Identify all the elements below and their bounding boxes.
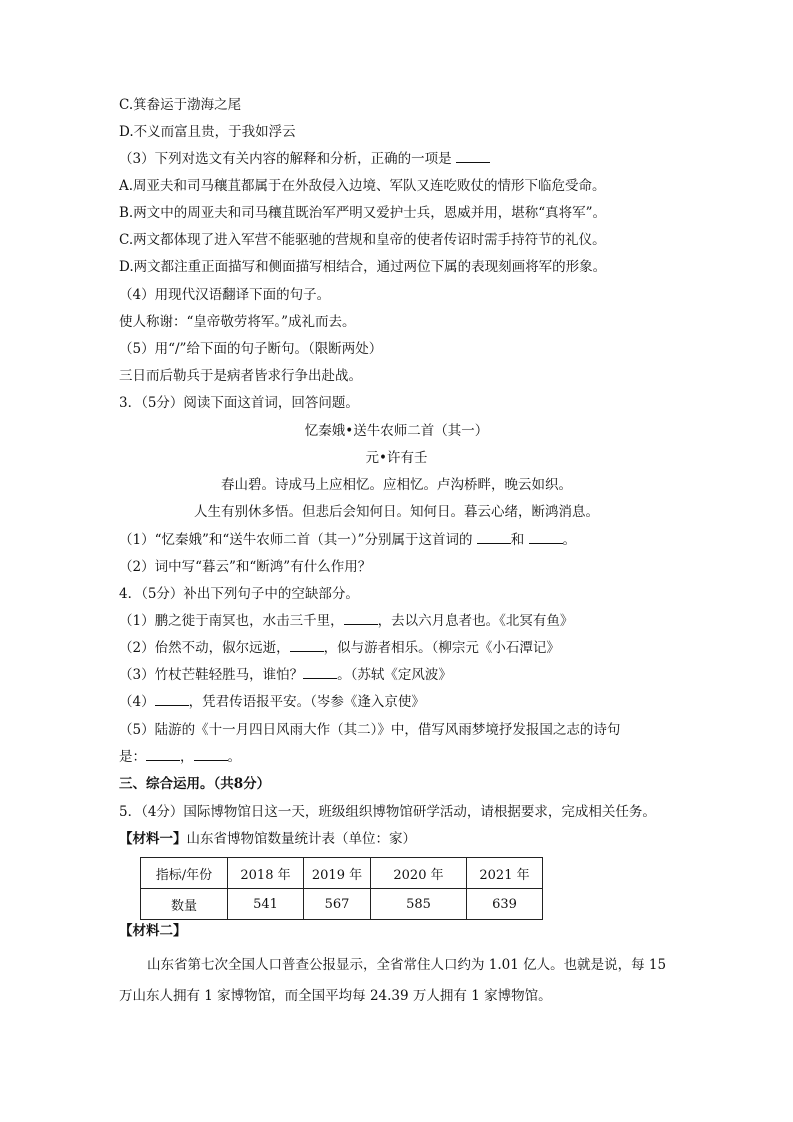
answer-blank xyxy=(456,150,490,163)
material-1-label: 【材料一】 xyxy=(119,831,187,847)
question-5-heading: 5．（4分）国际博物馆日这一天，班级组织博物馆研学活动，请根据要求，完成相关任务。 xyxy=(119,804,656,820)
question-text: 。（苏轼《定风波》 xyxy=(337,667,452,683)
museum-count-table xyxy=(140,857,543,920)
choice-c: C.两文都体现了进入军营不能驱驰的营规和皇帝的使者传诏时需手持符节的礼仪。 xyxy=(119,232,606,248)
question-text: （4） xyxy=(119,694,155,710)
table-row xyxy=(141,889,543,920)
answer-blank xyxy=(344,612,378,625)
table-cell: 2019 年 xyxy=(304,858,371,889)
fill-blank-3 xyxy=(119,666,452,684)
fill-blank-5: （5）陆游的《十一月四日风雨大作（其二）》中，借写风雨梦境抒发报国之志的诗句 xyxy=(119,722,621,738)
material-1-caption xyxy=(119,830,416,848)
choice-a: A.周亚夫和司马穰苴都属于在外敌侵入边境、军队又连吃败仗的情形下临危受命。 xyxy=(119,178,606,194)
section-3-heading: 三、综合运用。（共8分） xyxy=(119,776,271,792)
table-header-row xyxy=(141,858,543,889)
table-cell: 2018 年 xyxy=(228,858,304,889)
question-3-heading: 3．（5分）阅读下面这首词，回答问题。 xyxy=(119,395,359,411)
table-cell: 指标/年份 xyxy=(141,858,228,889)
question-3-4: （4）用现代汉语翻译下面的句子。 xyxy=(119,287,331,303)
choice-d: D.两文都注重正面描写和侧面描写相结合，通过两位下属的表现刻画将军的形象。 xyxy=(119,259,607,275)
question-text: 。 xyxy=(562,532,577,548)
table-cell: 541 xyxy=(228,889,304,920)
table-cell: 数量 xyxy=(141,889,228,920)
question-text: ，凭君传语报平安。（岑参《逢入京使》 xyxy=(188,694,425,710)
poem-question-1 xyxy=(119,531,576,549)
table-cell: 2021 年 xyxy=(467,858,543,889)
answer-blank xyxy=(477,531,511,544)
table-cell: 585 xyxy=(371,889,467,920)
fill-blank-2 xyxy=(119,639,560,657)
question-text: 和 xyxy=(510,532,525,548)
answer-blank xyxy=(194,748,228,761)
translate-sentence: 使人称谢：“皇帝敬劳将军。”成礼而去。 xyxy=(119,314,356,330)
punctuate-sentence: 三日而后勒兵于是病者皆求行争出赴战。 xyxy=(119,368,362,384)
material-2-paragraph-line-1: 山东省第七次全国人口普查公报显示，全省常住人口约为 1.01 亿人。也就是说，每 15 xyxy=(147,957,667,973)
question-text: （1）“忆秦娥”和“送牛农师二首（其一）”分别属于这首词的 xyxy=(119,532,473,548)
question-text: （3）竹杖芒鞋轻胜马，谁怕？ xyxy=(119,667,304,683)
question-text: ， xyxy=(180,749,194,765)
table-cell: 2020 年 xyxy=(371,858,467,889)
question-text: 。 xyxy=(227,749,241,765)
material-2-paragraph-line-2: 万山东人拥有 1 家博物馆，而全国平均每 24.39 万人拥有 1 家博物馆。 xyxy=(119,988,552,1004)
option-c-line: C.箕畚运于渤海之尾 xyxy=(119,97,242,113)
poem-question-2: （2）词中写“暮云”和“断鸿”有什么作用？ xyxy=(119,559,372,575)
answer-blank xyxy=(303,666,337,679)
question-4-heading: 4．（5分）补出下列句子中的空缺部分。 xyxy=(119,586,359,602)
choice-b: B.两文中的周亚夫和司马穰苴既治军严明又爱护士兵，恩威并用，堪称“真将军”。 xyxy=(119,205,607,221)
material-1-title: 山东省博物馆数量统计表（单位：家） xyxy=(186,831,416,847)
question-text: （1）鹏之徙于南冥也，水击三千里， xyxy=(119,613,344,629)
fill-blank-4 xyxy=(119,693,425,711)
answer-blank xyxy=(290,639,324,652)
question-text: ，去以六月息者也。《北冥有鱼》 xyxy=(377,613,574,629)
answer-blank xyxy=(146,748,180,761)
poem-title: 忆秦娥•送牛农师二首（其一） xyxy=(304,423,489,439)
question-text: ，似与游者相乐。（柳宗元《小石潭记》 xyxy=(323,640,560,656)
question-text: 是： xyxy=(119,749,146,765)
question-3-5: （5）用“/”给下面的句子断句。（限断两处） xyxy=(119,341,383,357)
option-d-line: D.不义而富且贵，于我如浮云 xyxy=(119,124,296,140)
material-2-label: 【材料二】 xyxy=(119,923,187,939)
poem-line-2: 人生有别休多悟。但悲后会知何日。知何日。暮云心绪，断鸿消息。 xyxy=(194,504,599,520)
fill-blank-1 xyxy=(119,612,573,630)
fill-blank-5-answers xyxy=(119,748,241,766)
poem-author: 元•许有壬 xyxy=(365,450,428,466)
question-3-3 xyxy=(119,150,490,168)
question-text: （2）佁然不动，俶尔远逝， xyxy=(119,640,290,656)
poem-line-1: 春山碧。诗成马上应相忆。应相忆。卢沟桥畔，晚云如织。 xyxy=(221,477,572,493)
answer-blank xyxy=(155,693,189,706)
table-cell: 567 xyxy=(304,889,371,920)
table-cell: 639 xyxy=(467,889,543,920)
answer-blank xyxy=(529,531,563,544)
question-text: （3）下列对选文有关内容的解释和分析，正确的一项是 xyxy=(119,151,452,167)
